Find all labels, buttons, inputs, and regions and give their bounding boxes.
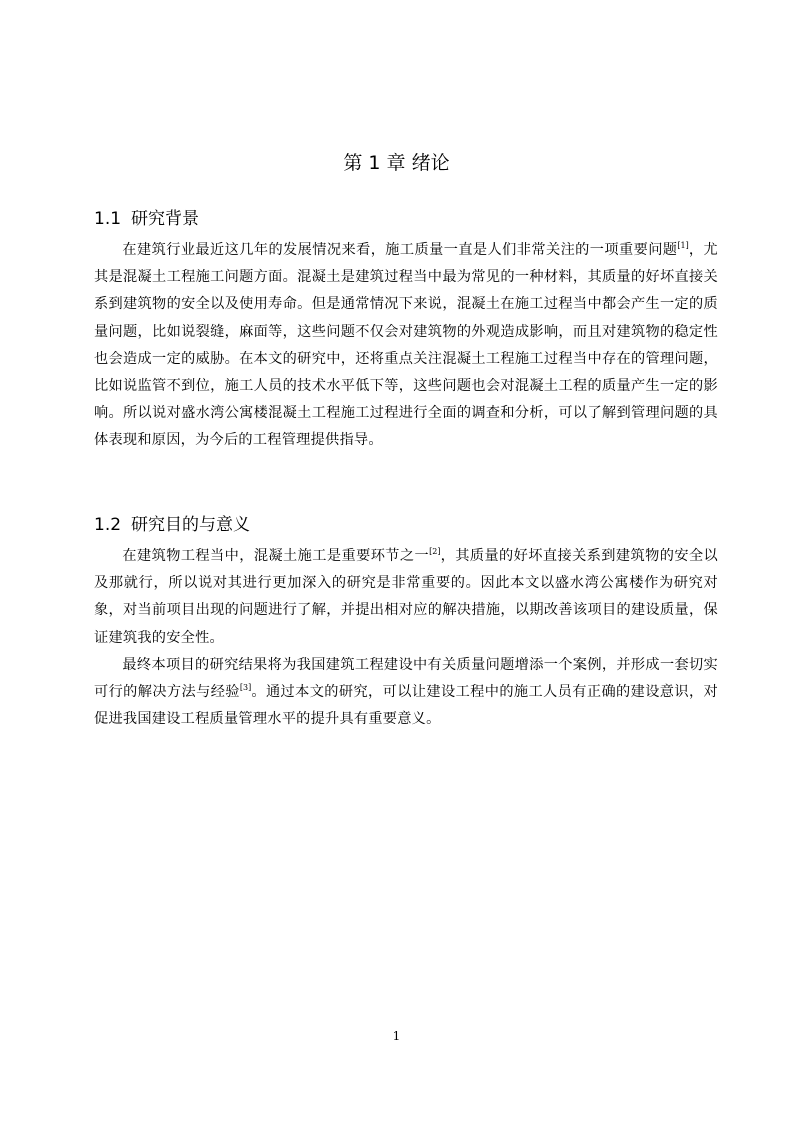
paragraph bbox=[94, 543, 718, 652]
section-heading bbox=[94, 513, 718, 537]
section-title: 研究目的与意义 bbox=[131, 515, 251, 535]
citation-ref: [1] bbox=[677, 241, 689, 250]
citation-ref: [3] bbox=[239, 683, 252, 693]
section-title: 研究背景 bbox=[131, 209, 200, 229]
text-run: 。通过本文的研究，可以让建设工程中的施工人员有正确的建设意识，对促进我国建设工程质量管理水平的提升具有重要意义。 bbox=[94, 684, 718, 728]
text-run: ，其质量的好坏直接关系到建筑物的安全以及那就行，所以说对其进行更加深入的研究是非常重要的。因此本文以盛水湾公寓楼作为研究对象，对当前项目出现的问题进行了解，并提出相对应的解决措施，以期改善该项目的建设质量，保证建筑我的安全性。 bbox=[94, 548, 718, 646]
paragraph bbox=[94, 237, 718, 455]
paragraph bbox=[94, 652, 718, 734]
section-heading bbox=[94, 207, 718, 231]
citation-ref: [2] bbox=[429, 547, 441, 556]
text-run: 最终本项目的研究结果将为我国建筑工程建设中有关质量问题增添一个案例，并形成一套切实可行的解决方法与经验 bbox=[94, 656, 718, 701]
chapter-title: 第 1 章 绪论 bbox=[343, 152, 450, 174]
page-number: 1 bbox=[392, 1029, 401, 1043]
section-number: 1.1 bbox=[94, 209, 122, 229]
text-run: 在建筑行业最近这几年的发展情况来看，施工质量一直是人们非常关注的一项重要问题 bbox=[122, 242, 678, 258]
text-run: ，尤其是混凝土工程施工问题方面。混凝土是建筑过程当中最为常见的一种材料，其质量的好坏直接关系到建筑物的安全以及使用寿命。但是通常情况下来说，混凝土在施工过程当中都会产生一定的质量问题，比如说裂缝，麻面等，这些问题不仅会对建筑物的外观造成影响，而且对建筑物的稳定性也会造成一定的威胁。在本文的研究中，还将重点关注混凝土工程施工过程当中存在的管理问题，比如说监管不到位，施工人员的技术水平低下等，这些问题也会对混凝土工程的质量产生一定的影响。所以说对盛水湾公寓楼混凝土工程施工过程进行全面的调查和分析，可以了解到管理问题的具体表现和原因，为今后的工程管理提供指导。 bbox=[94, 242, 718, 449]
section-purpose-significance bbox=[94, 513, 718, 733]
text-run: 在建筑物工程当中，混凝土施工是重要环节之一 bbox=[122, 548, 430, 564]
section-research-background bbox=[94, 207, 718, 455]
section-number: 1.2 bbox=[94, 515, 122, 535]
